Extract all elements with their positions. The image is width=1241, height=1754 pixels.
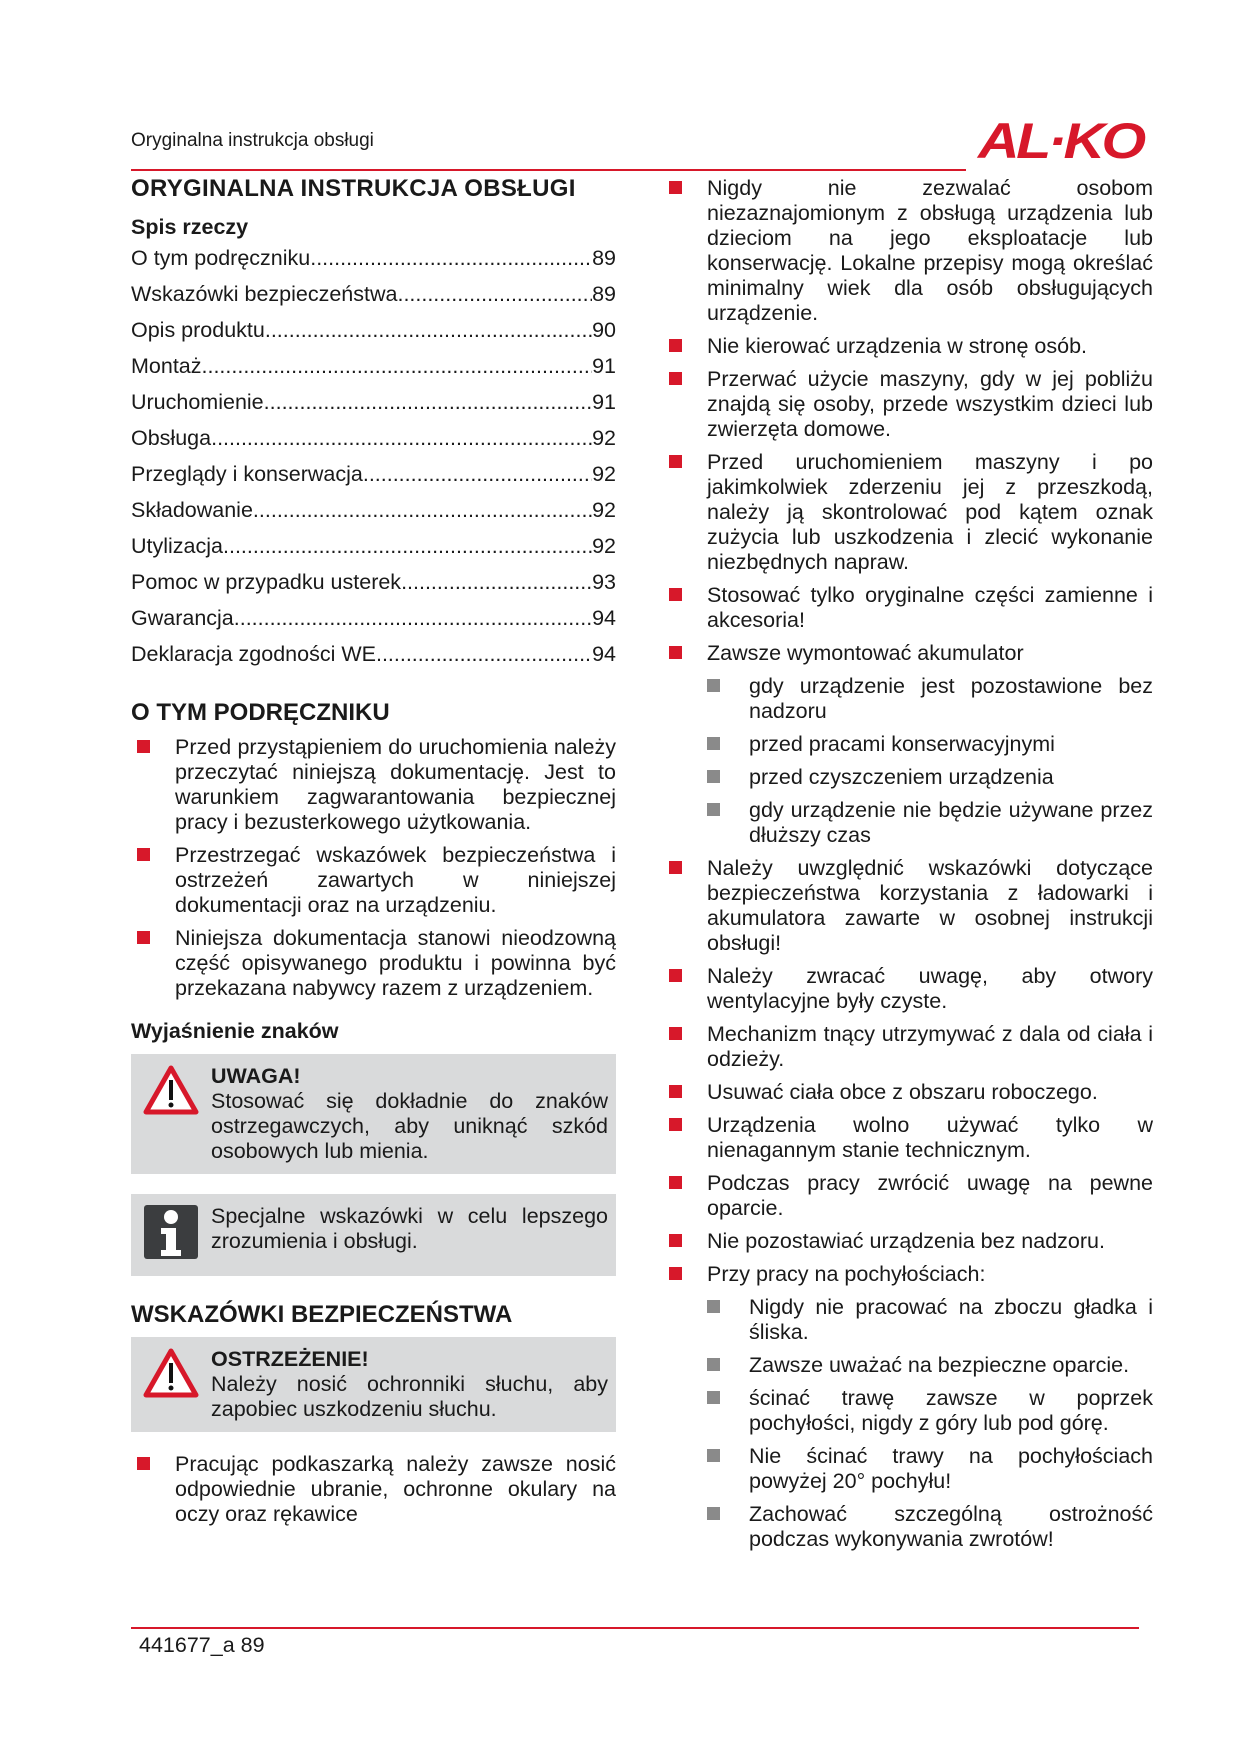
toc-entry-title: Przeglądy i konserwacja — [131, 462, 363, 486]
caution-text: Stosować się dokładnie do znaków ostrzegawczych, aby uniknąć szkód osobowych lub mienia. — [211, 1089, 608, 1163]
sub-list-item: przed pracami konserwacyjnymi — [663, 732, 1153, 757]
footer-rule — [131, 1627, 1139, 1629]
toc-entry-title: Obsługa — [131, 426, 212, 450]
toc-entry[interactable] — [131, 390, 616, 426]
list-item: Niniejsza dokumentacja stanowi nieodzowną część opisywanego produktu i powinna być przekazana nabywcy razem z urządzeniem. — [131, 926, 616, 1001]
toc-entry-title: Składowanie — [131, 498, 253, 522]
page-number: 441677_a 89 — [139, 1633, 265, 1657]
toc-dot-leader — [401, 570, 592, 595]
toc-entry-page: 93 — [592, 570, 616, 594]
list-item: Przed przystąpieniem do uruchomienia należy przeczytać niniejszą dokumentację. Jest to warunkiem zagwarantowania bezpiecznej pracy i bezusterkowego użytkowania. — [131, 735, 616, 835]
alko-logo: AL·KO — [978, 113, 1143, 169]
list-item: Urządzenia wolno używać tylko w nienagannym stanie technicznym. — [663, 1113, 1153, 1163]
toc-entry[interactable] — [131, 498, 616, 534]
toc-entry-page: 92 — [592, 462, 616, 486]
toc-dot-leader — [264, 390, 592, 415]
toc-dot-leader — [202, 354, 593, 379]
list-item: Należy uwzględnić wskazówki dotyczące bezpieczeństwa korzystania z ładowarki i akumulatora zawarte w osobnej instrukcji obsługi! — [663, 856, 1153, 956]
about-list — [131, 735, 616, 1001]
sub-list-item: Nigdy nie pracować na zboczu gładka i śliska. — [663, 1295, 1153, 1345]
toc-dot-leader — [211, 426, 592, 451]
toc-entry-page: 92 — [592, 426, 616, 450]
list-item: Usuwać ciała obce z obszaru roboczego. — [663, 1080, 1153, 1105]
list-item: Pracując podkaszarką należy zawsze nosić odpowiednie ubranie, ochronne okulary na oczy oraz rękawice — [131, 1452, 616, 1527]
toc-title: Spis rzeczy — [131, 215, 249, 239]
sub-list-item: gdy urządzenie nie będzie używane przez dłuższy czas — [663, 798, 1153, 848]
toc-dot-leader — [363, 462, 592, 487]
sub-list-item: Zawsze uważać na bezpieczne oparcie. — [663, 1353, 1153, 1378]
toc-entry-page: 91 — [592, 354, 616, 378]
toc-entry-page: 91 — [592, 390, 616, 414]
toc-entry-title: Wskazówki bezpieczeństwa — [131, 282, 398, 306]
safety-list — [131, 1452, 616, 1527]
list-item: Nie kierować urządzenia w stronę osób. — [663, 334, 1153, 359]
toc-entry[interactable] — [131, 570, 616, 606]
list-item: Zawsze wymontować akumulator — [663, 641, 1153, 666]
toc-entry-title: Pomoc w przypadku usterek — [131, 570, 402, 594]
toc-entry-page: 92 — [592, 498, 616, 522]
right-column — [663, 176, 1153, 1560]
toc-entry[interactable] — [131, 246, 616, 282]
warning-text: Należy nosić ochronniki słuchu, aby zapobiec uszkodzeniu słuchu. — [211, 1372, 608, 1421]
toc-entry[interactable] — [131, 426, 616, 462]
sub-list-item: gdy urządzenie jest pozostawione bez nadzoru — [663, 674, 1153, 724]
info-icon — [143, 1204, 201, 1266]
toc-entry[interactable] — [131, 642, 616, 678]
warning-box — [131, 1337, 616, 1432]
list-item: Przed uruchomieniem maszyny i po jakimkolwiek zderzeniu jej z przeszkodą, należy ją skontrolować pod kątem oznak zużycia lub uszkodzenia i zlecić wykonanie niezbędnych napraw. — [663, 450, 1153, 575]
toc-entry-page: 89 — [592, 246, 616, 270]
toc-entry[interactable] — [131, 606, 616, 642]
safety-heading: WSKAZÓWKI BEZPIECZEŃSTWA — [131, 1301, 513, 1328]
list-item: Nigdy nie zezwalać osobom niezaznajomionym z obsługą urządzenia lub dzieciom na jego eksploatacje lub konserwację. Lokalne przepisy mogą określać minimalny wiek dla osób obsługujących urządzenie. — [663, 176, 1153, 326]
toc-dot-leader — [310, 246, 592, 271]
table-of-contents — [131, 246, 616, 678]
warning-triangle-icon — [143, 1347, 201, 1422]
about-heading: O TYM PODRĘCZNIKU — [131, 699, 390, 726]
toc-dot-leader — [223, 534, 592, 559]
info-text: Specjalne wskazówki w celu lepszego zrozumienia i obsługi. — [211, 1204, 608, 1253]
toc-entry[interactable] — [131, 354, 616, 390]
toc-entry-page: 90 — [592, 318, 616, 342]
info-box — [131, 1194, 616, 1276]
list-item: Nie pozostawiać urządzenia bez nadzoru. — [663, 1229, 1153, 1254]
toc-dot-leader — [234, 606, 592, 631]
safety-list-continued — [663, 176, 1153, 1552]
list-item: Należy zwracać uwagę, aby otwory wentylacyjne były czyste. — [663, 964, 1153, 1014]
header-rule — [131, 169, 966, 171]
sub-list-item: ścinać trawę zawsze w poprzek pochyłości, nigdy z góry lub pod górę. — [663, 1386, 1153, 1436]
toc-entry-page: 89 — [592, 282, 616, 306]
toc-dot-leader — [397, 282, 592, 307]
list-item: Przy pracy na pochyłościach: — [663, 1262, 1153, 1287]
list-item: Przerwać użycie maszyny, gdy w jej pobliżu znajdą się osoby, przede wszystkim dzieci lub zwierzęta domowe. — [663, 367, 1153, 442]
toc-entry-title: O tym podręczniku — [131, 246, 311, 270]
list-item: Stosować tylko oryginalne części zamienne i akcesoria! — [663, 583, 1153, 633]
list-item: Mechanizm tnący utrzymywać z dala od ciała i odzieży. — [663, 1022, 1153, 1072]
warning-triangle-icon — [143, 1064, 201, 1164]
main-title: ORYGINALNA INSTRUKCJA OBSŁUGI — [131, 175, 576, 202]
list-item: Przestrzegać wskazówek bezpieczeństwa i ostrzeżeń zawartych w niniejszej dokumentacji oraz na urządzeniu. — [131, 843, 616, 918]
toc-dot-leader — [265, 318, 592, 343]
sub-list-item: Zachować szczególną ostrożność podczas wykonywania zwrotów! — [663, 1502, 1153, 1552]
running-header: Oryginalna instrukcja obsługi — [131, 130, 374, 151]
toc-entry-title: Opis produktu — [131, 318, 265, 342]
signs-heading: Wyjaśnienie znaków — [131, 1019, 339, 1043]
warning-title: OSTRZEŻENIE! — [211, 1347, 369, 1371]
toc-dot-leader — [376, 642, 592, 667]
toc-entry[interactable] — [131, 282, 616, 318]
toc-entry-page: 92 — [592, 534, 616, 558]
toc-entry-page: 94 — [592, 642, 616, 666]
caution-title: UWAGA! — [211, 1064, 301, 1088]
toc-entry[interactable] — [131, 534, 616, 570]
toc-entry-title: Utylizacja — [131, 534, 223, 558]
sub-list-item: przed czyszczeniem urządzenia — [663, 765, 1153, 790]
sub-list-item: Nie ścinać trawy na pochyłościach powyżej 20° pochyłu! — [663, 1444, 1153, 1494]
toc-entry-title: Gwarancja — [131, 606, 234, 630]
toc-entry-title: Uruchomienie — [131, 390, 264, 414]
caution-box — [131, 1054, 616, 1174]
toc-entry-page: 94 — [592, 606, 616, 630]
toc-dot-leader — [253, 498, 592, 523]
toc-entry-title: Montaż — [131, 354, 202, 378]
toc-entry[interactable] — [131, 462, 616, 498]
toc-entry-title: Deklaracja zgodności WE — [131, 642, 376, 666]
list-item: Podczas pracy zwrócić uwagę na pewne oparcie. — [663, 1171, 1153, 1221]
toc-entry[interactable] — [131, 318, 616, 354]
left-column — [131, 176, 616, 1535]
